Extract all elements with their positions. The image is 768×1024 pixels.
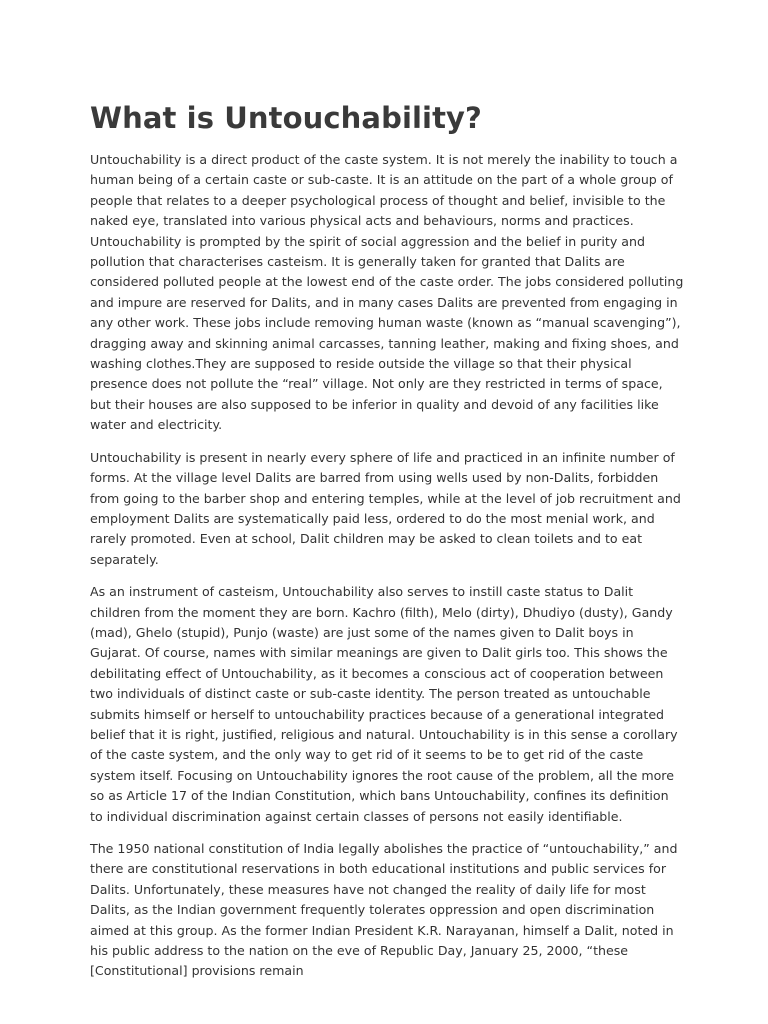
paragraph-spheres-of-life: Untouchability is present in nearly every sphere of life and practiced in an infinite number of forms. At the village level Dalits are barred from using wells used by non-Dalits, forbidden from going to the barber shop and entering temples, while at the level of job recruitment and employment Dalits are systematically paid less, ordered to do the most menial work, and rarely promoted. Even at school, Dalit children may be asked to clean toilets and to eat separately. xyxy=(90,449,681,567)
document-page xyxy=(90,98,684,994)
paragraph-caste-status: As an instrument of casteism, Untouchability also serves to instill caste status to Dalit children from the moment they are born. Kachro (filth), Melo (dirty), Dhudiyo (dusty), Gandy (mad), Ghelo (stupid), Punjo (waste) are just some of the names given to Dalit boys in Gujarat. Of course, names with similar meanings are given to Dalit girls too. This shows the debilitating effect of Untouchability, as it becomes a conscious act of cooperation between two individuals of distinct caste or sub-caste identity. The person treated as untouchable submits himself or herself to untouchability practices because of a generational integrated belief that it is right, justified, religious and natural. Untouchability is in this sense a corollary of the caste system, and the only way to get rid of it seems to be to get rid of the caste system itself. Focusing on Untouchability ignores the root cause of the problem, all the more so as Article 17 of the Indian Constitution, which bans Untouchability, confines its definition to individual discrimination against certain classes of persons not easily identifiable. xyxy=(90,584,678,824)
paragraph-constitution: The 1950 national constitution of India legally abolishes the practice of “untouchability,” and there are constitutional reservations in both educational institutions and public services for Dalits. Unfortunately, these measures have not changed the reality of daily life for most Dalits, as the Indian government frequently tolerates oppression and open discrimination aimed at this group. As the former Indian President K.R. Narayanan, himself a Dalit, noted in his public address to the nation on the eve of Republic Day, January 25, 2000, “these [Constitutional] provisions remain xyxy=(90,841,678,979)
paragraph-purity-pollution: Untouchability is prompted by the spirit of social aggression and the belief in purity and pollution that characterises casteism. It is generally taken for granted that Dalits are considered polluted people at the lowest end of the caste order. The jobs considered polluting and impure are reserved for Dalits, and in many cases Dalits are prevented from engaging in any other work. These jobs include removing human waste (known as “manual scavenging”), dragging away and skinning animal carcasses, tanning leather, making and fixing shoes, and washing clothes.They are supposed to reside outside the village so that their physical presence does not pollute the “real” village. Not only are they restricted in terms of space, but their houses are also supposed to be inferior in quality and devoid of any facilities like water and electricity. xyxy=(90,233,684,433)
page-title: What is Untouchability? xyxy=(90,101,482,135)
paragraph-definition: Untouchability is a direct product of the caste system. It is not merely the inability to touch a human being of a certain caste or sub-caste. It is an attitude on the part of a whole group of people that relates to a deeper psychological process of thought and belief, invisible to the naked eye, translated into various physical acts and behaviours, norms and practices. xyxy=(90,152,678,229)
